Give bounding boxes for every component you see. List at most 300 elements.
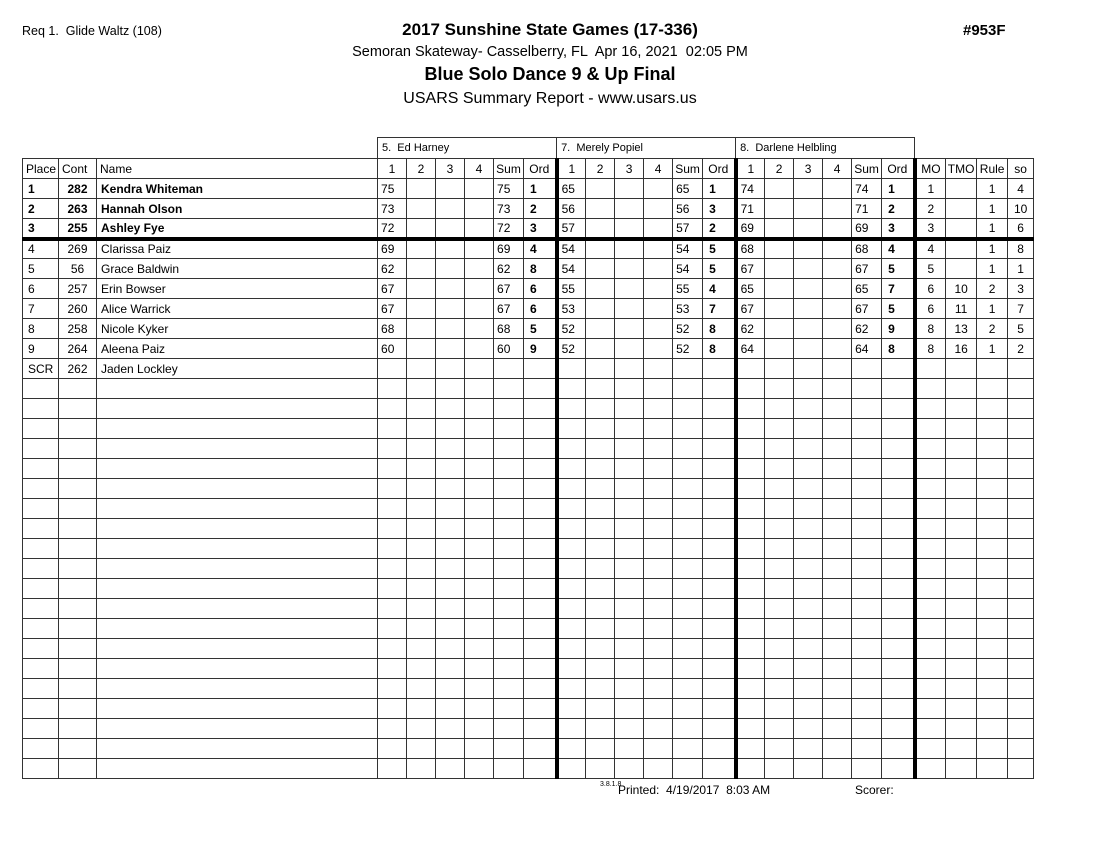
ord-cell: 4 <box>524 239 557 259</box>
empty-cell <box>852 459 882 479</box>
header-place: Place <box>23 159 59 179</box>
rule-cell: 1 <box>977 339 1008 359</box>
tmo-cell: 11 <box>946 299 977 319</box>
empty-cell <box>915 739 946 759</box>
empty-cell <box>977 739 1008 759</box>
rule-cell <box>977 359 1008 379</box>
score-cell <box>586 279 615 299</box>
tmo-cell <box>946 359 977 379</box>
empty-cell <box>915 539 946 559</box>
empty-cell <box>59 759 97 779</box>
empty-cell <box>1008 399 1034 419</box>
score-cell: 60 <box>378 339 407 359</box>
empty-cell <box>97 679 378 699</box>
empty-cell <box>436 719 465 739</box>
empty-cell <box>436 699 465 719</box>
empty-cell <box>882 679 915 699</box>
empty-cell <box>97 459 378 479</box>
empty-cell <box>644 639 673 659</box>
empty-cell <box>823 379 852 399</box>
sum-cell: 67 <box>852 299 882 319</box>
sum-cell <box>494 359 524 379</box>
mo-cell: 2 <box>915 199 946 219</box>
score-cell <box>823 299 852 319</box>
name-cell: Ashley Fye <box>97 219 378 239</box>
empty-cell <box>946 459 977 479</box>
score-cell: 67 <box>736 259 765 279</box>
empty-cell <box>823 639 852 659</box>
empty-cell <box>407 619 436 639</box>
empty-cell <box>946 439 977 459</box>
empty-cell <box>586 679 615 699</box>
ord-cell <box>524 359 557 379</box>
empty-cell <box>736 659 765 679</box>
mo-cell: 4 <box>915 239 946 259</box>
score-cell: 52 <box>557 339 586 359</box>
empty-cell <box>59 679 97 699</box>
empty-cell <box>703 479 736 499</box>
printed-timestamp: Printed: 4/19/2017 8:03 AM <box>618 783 771 797</box>
empty-cell <box>1008 519 1034 539</box>
empty-cell <box>882 579 915 599</box>
score-cell <box>823 239 852 259</box>
empty-cell <box>794 559 823 579</box>
sum-cell: 53 <box>673 299 703 319</box>
empty-cell <box>736 499 765 519</box>
empty-cell <box>673 639 703 659</box>
empty-cell <box>436 579 465 599</box>
empty-cell <box>23 619 59 639</box>
sum-cell: 62 <box>852 319 882 339</box>
empty-cell <box>59 619 97 639</box>
score-cell <box>586 179 615 199</box>
rule-cell: 1 <box>977 299 1008 319</box>
empty-cell <box>823 719 852 739</box>
empty-cell <box>644 719 673 739</box>
sum-cell: 67 <box>852 259 882 279</box>
empty-cell <box>23 399 59 419</box>
sum-cell: 68 <box>494 319 524 339</box>
empty-cell <box>615 699 644 719</box>
score-cell <box>644 319 673 339</box>
sum-cell: 64 <box>852 339 882 359</box>
empty-cell <box>703 679 736 699</box>
empty-cell <box>436 419 465 439</box>
empty-row <box>23 719 1034 739</box>
score-cell <box>615 279 644 299</box>
ord-cell: 3 <box>703 199 736 219</box>
score-cell <box>823 359 852 379</box>
empty-cell <box>703 699 736 719</box>
empty-cell <box>524 719 557 739</box>
score-cell <box>823 179 852 199</box>
empty-cell <box>794 419 823 439</box>
empty-cell <box>494 759 524 779</box>
empty-cell <box>23 639 59 659</box>
score-cell: 67 <box>378 279 407 299</box>
empty-cell <box>1008 559 1034 579</box>
empty-cell <box>882 719 915 739</box>
rule-cell: 1 <box>977 259 1008 279</box>
empty-cell <box>765 479 794 499</box>
tmo-cell: 16 <box>946 339 977 359</box>
empty-cell <box>407 519 436 539</box>
empty-cell <box>97 519 378 539</box>
cont-cell: 255 <box>59 219 97 239</box>
empty-cell <box>644 679 673 699</box>
empty-cell <box>823 479 852 499</box>
empty-cell <box>765 419 794 439</box>
empty-row <box>23 379 1034 399</box>
score-cell <box>436 179 465 199</box>
score-cell <box>436 239 465 259</box>
empty-cell <box>673 479 703 499</box>
empty-cell <box>644 459 673 479</box>
header-tmo: TMO <box>946 159 977 179</box>
empty-cell <box>882 499 915 519</box>
empty-cell <box>946 419 977 439</box>
empty-cell <box>852 559 882 579</box>
empty-cell <box>436 439 465 459</box>
empty-cell <box>378 619 407 639</box>
empty-cell <box>524 579 557 599</box>
empty-cell <box>673 459 703 479</box>
empty-cell <box>524 759 557 779</box>
empty-cell <box>407 479 436 499</box>
empty-cell <box>765 559 794 579</box>
empty-cell <box>1008 659 1034 679</box>
empty-cell <box>378 439 407 459</box>
empty-cell <box>557 719 586 739</box>
empty-cell <box>703 539 736 559</box>
empty-cell <box>736 479 765 499</box>
empty-cell <box>644 559 673 579</box>
score-cell <box>436 279 465 299</box>
empty-cell <box>586 619 615 639</box>
score-cell <box>765 279 794 299</box>
empty-cell <box>794 679 823 699</box>
ord-cell: 6 <box>524 299 557 319</box>
empty-cell <box>977 439 1008 459</box>
empty-cell <box>946 639 977 659</box>
mo-cell <box>915 359 946 379</box>
empty-cell <box>977 519 1008 539</box>
empty-cell <box>882 519 915 539</box>
table-row <box>23 259 1034 279</box>
empty-cell <box>586 479 615 499</box>
empty-cell <box>915 399 946 419</box>
empty-cell <box>823 439 852 459</box>
empty-cell <box>436 679 465 699</box>
ord-cell: 4 <box>703 279 736 299</box>
empty-cell <box>1008 419 1034 439</box>
empty-cell <box>736 679 765 699</box>
empty-cell <box>557 459 586 479</box>
score-cell <box>407 199 436 219</box>
empty-cell <box>977 639 1008 659</box>
name-cell: Nicole Kyker <box>97 319 378 339</box>
header-judge0-sum: Sum <box>494 159 524 179</box>
empty-cell <box>823 759 852 779</box>
header-judge2-4: 4 <box>823 159 852 179</box>
venue-date-line: Semoran Skateway- Casselberry, FL Apr 16, 2021 02:05 PM <box>352 44 748 60</box>
empty-cell <box>644 439 673 459</box>
score-cell <box>465 299 494 319</box>
empty-cell <box>378 539 407 559</box>
cont-cell: 282 <box>59 179 97 199</box>
empty-cell <box>615 719 644 739</box>
empty-cell <box>673 399 703 419</box>
score-cell <box>794 279 823 299</box>
empty-cell <box>615 439 644 459</box>
empty-cell <box>736 699 765 719</box>
score-cell <box>407 319 436 339</box>
empty-cell <box>946 699 977 719</box>
ord-cell: 6 <box>524 279 557 299</box>
place-cell: 2 <box>23 199 59 219</box>
score-cell <box>644 279 673 299</box>
score-cell <box>765 239 794 259</box>
empty-cell <box>882 539 915 559</box>
sum-cell: 55 <box>673 279 703 299</box>
empty-cell <box>823 659 852 679</box>
score-cell <box>765 299 794 319</box>
empty-cell <box>97 439 378 459</box>
score-cell: 65 <box>736 279 765 299</box>
empty-cell <box>882 639 915 659</box>
empty-cell <box>852 679 882 699</box>
empty-row <box>23 539 1034 559</box>
score-cell: 53 <box>557 299 586 319</box>
score-cell: 69 <box>736 219 765 239</box>
so-cell: 7 <box>1008 299 1034 319</box>
empty-cell <box>378 679 407 699</box>
empty-cell <box>852 659 882 679</box>
tmo-cell <box>946 179 977 199</box>
sum-cell: 52 <box>673 319 703 339</box>
cont-cell: 258 <box>59 319 97 339</box>
empty-cell <box>644 759 673 779</box>
empty-cell <box>436 459 465 479</box>
score-cell <box>823 219 852 239</box>
empty-cell <box>823 399 852 419</box>
empty-cell <box>736 619 765 639</box>
empty-cell <box>736 559 765 579</box>
empty-cell <box>465 759 494 779</box>
empty-cell <box>673 559 703 579</box>
empty-cell <box>765 639 794 659</box>
empty-cell <box>23 659 59 679</box>
empty-cell <box>524 459 557 479</box>
place-cell: SCR <box>23 359 59 379</box>
header-judge2-2: 2 <box>765 159 794 179</box>
empty-cell <box>615 739 644 759</box>
score-cell <box>407 239 436 259</box>
empty-cell <box>644 539 673 559</box>
empty-cell <box>946 759 977 779</box>
empty-cell <box>703 559 736 579</box>
score-cell <box>436 339 465 359</box>
empty-cell <box>436 539 465 559</box>
empty-cell <box>852 479 882 499</box>
empty-cell <box>615 499 644 519</box>
empty-row <box>23 479 1034 499</box>
cont-cell: 260 <box>59 299 97 319</box>
empty-cell <box>1008 439 1034 459</box>
empty-cell <box>882 739 915 759</box>
score-cell <box>557 359 586 379</box>
empty-cell <box>494 739 524 759</box>
empty-cell <box>615 459 644 479</box>
empty-cell <box>586 539 615 559</box>
empty-cell <box>97 639 378 659</box>
empty-cell <box>644 519 673 539</box>
empty-cell <box>97 539 378 559</box>
sum-cell: 74 <box>852 179 882 199</box>
ord-cell: 7 <box>703 299 736 319</box>
empty-cell <box>557 619 586 639</box>
empty-cell <box>1008 459 1034 479</box>
empty-cell <box>673 699 703 719</box>
empty-cell <box>703 599 736 619</box>
empty-cell <box>586 559 615 579</box>
empty-cell <box>465 659 494 679</box>
empty-cell <box>946 719 977 739</box>
empty-row <box>23 699 1034 719</box>
empty-cell <box>736 379 765 399</box>
empty-cell <box>915 699 946 719</box>
table-row <box>23 279 1034 299</box>
so-cell: 3 <box>1008 279 1034 299</box>
empty-cell <box>673 419 703 439</box>
empty-cell <box>59 719 97 739</box>
empty-cell <box>586 519 615 539</box>
score-cell <box>823 279 852 299</box>
empty-cell <box>977 599 1008 619</box>
empty-cell <box>882 459 915 479</box>
judge-header-row <box>23 138 1034 159</box>
empty-cell <box>465 559 494 579</box>
score-cell <box>794 359 823 379</box>
empty-cell <box>1008 759 1034 779</box>
so-cell: 5 <box>1008 319 1034 339</box>
score-cell <box>465 239 494 259</box>
empty-cell <box>494 659 524 679</box>
empty-cell <box>59 599 97 619</box>
score-cell: 71 <box>736 199 765 219</box>
score-cell <box>436 299 465 319</box>
empty-cell <box>586 759 615 779</box>
score-cell <box>823 259 852 279</box>
empty-cell <box>823 459 852 479</box>
table-row <box>23 339 1034 359</box>
empty-cell <box>915 499 946 519</box>
empty-cell <box>23 719 59 739</box>
ord-cell: 1 <box>882 179 915 199</box>
empty-cell <box>1008 739 1034 759</box>
name-cell: Jaden Lockley <box>97 359 378 379</box>
empty-cell <box>557 599 586 619</box>
score-cell <box>407 339 436 359</box>
empty-cell <box>494 619 524 639</box>
empty-cell <box>673 579 703 599</box>
software-version: 3.8.1.8 <box>600 781 622 788</box>
empty-cell <box>59 519 97 539</box>
empty-cell <box>644 399 673 419</box>
ord-cell: 9 <box>882 319 915 339</box>
empty-cell <box>736 439 765 459</box>
score-cell <box>436 359 465 379</box>
empty-cell <box>852 499 882 519</box>
score-cell <box>465 339 494 359</box>
empty-cell <box>557 699 586 719</box>
ord-cell: 5 <box>882 299 915 319</box>
empty-cell <box>23 499 59 519</box>
empty-cell <box>915 719 946 739</box>
empty-cell <box>378 579 407 599</box>
place-cell: 7 <box>23 299 59 319</box>
score-cell <box>378 359 407 379</box>
empty-cell <box>1008 579 1034 599</box>
empty-row <box>23 439 1034 459</box>
score-cell <box>765 259 794 279</box>
empty-row <box>23 599 1034 619</box>
empty-cell <box>915 559 946 579</box>
place-cell: 9 <box>23 339 59 359</box>
empty-cell <box>407 719 436 739</box>
empty-cell <box>97 419 378 439</box>
header-rule: Rule <box>977 159 1008 179</box>
empty-cell <box>524 399 557 419</box>
empty-cell <box>823 599 852 619</box>
empty-cell <box>915 659 946 679</box>
empty-cell <box>794 539 823 559</box>
empty-cell <box>852 759 882 779</box>
empty-cell <box>97 499 378 519</box>
score-cell: 75 <box>378 179 407 199</box>
score-cell <box>465 259 494 279</box>
ord-cell: 8 <box>524 259 557 279</box>
score-cell <box>615 339 644 359</box>
empty-cell <box>378 559 407 579</box>
empty-cell <box>882 379 915 399</box>
empty-cell <box>946 679 977 699</box>
place-cell: 1 <box>23 179 59 199</box>
ord-cell: 8 <box>703 339 736 359</box>
empty-cell <box>586 599 615 619</box>
empty-cell <box>524 619 557 639</box>
event-title: 2017 Sunshine State Games (17-336) <box>402 20 698 39</box>
score-cell <box>465 199 494 219</box>
score-cell <box>794 319 823 339</box>
score-cell <box>407 279 436 299</box>
empty-cell <box>977 659 1008 679</box>
empty-cell <box>494 419 524 439</box>
empty-cell <box>946 619 977 639</box>
empty-cell <box>765 659 794 679</box>
tmo-cell <box>946 199 977 219</box>
empty-cell <box>703 439 736 459</box>
header-judge2-1: 1 <box>736 159 765 179</box>
empty-cell <box>378 459 407 479</box>
empty-cell <box>23 679 59 699</box>
empty-cell <box>524 599 557 619</box>
ord-cell: 5 <box>703 259 736 279</box>
header-judge2-3: 3 <box>794 159 823 179</box>
empty-cell <box>915 439 946 459</box>
empty-cell <box>977 679 1008 699</box>
empty-cell <box>794 479 823 499</box>
